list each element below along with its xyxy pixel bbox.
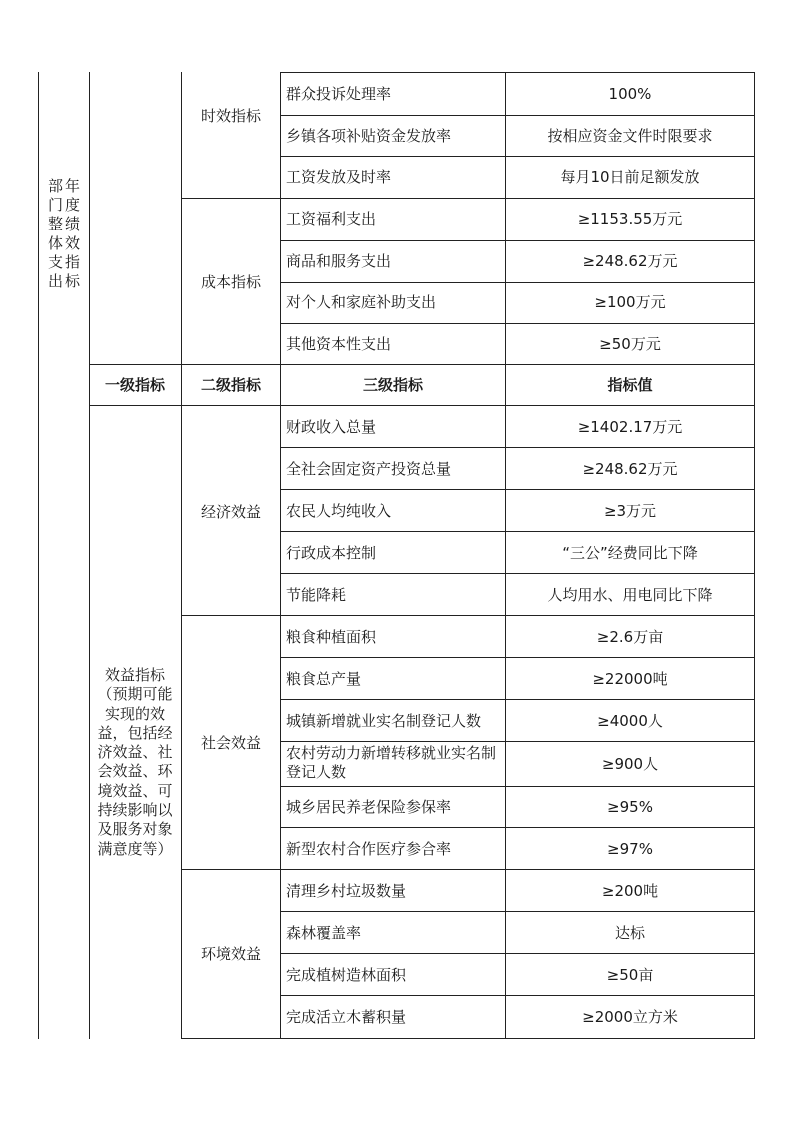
- table-divider-col4: [505, 72, 506, 1039]
- annual-performance-indicator-label: 年度绩效指标: [64, 177, 80, 290]
- indicator-value: ≥4000人: [597, 712, 663, 730]
- section-divider: [89, 364, 755, 365]
- indicator-value: 达标: [614, 924, 646, 942]
- row-divider: [280, 953, 755, 954]
- indicator-value: ≥3万元: [603, 502, 657, 520]
- row-divider: [280, 156, 755, 157]
- row-divider: [280, 489, 755, 490]
- row-divider: [280, 115, 755, 116]
- indicator-name: 对个人和家庭补助支出: [286, 293, 437, 311]
- row-divider: [280, 573, 755, 574]
- row-divider: [280, 282, 755, 283]
- indicator-name: 农村劳动力新增转移就业实名制登记人数: [286, 744, 497, 781]
- indicator-value: ≥50亩: [606, 966, 654, 984]
- indicator-value: “三公”经费同比下降: [562, 544, 698, 562]
- indicator-name: 粮食总产量: [286, 670, 362, 688]
- indicator-value: ≥97%: [607, 840, 653, 858]
- indicator-value: ≥248.62万元: [582, 252, 678, 270]
- header-divider: [89, 405, 755, 406]
- indicator-name: 工资发放及时率: [286, 168, 392, 186]
- indicator-name: 城镇新增就业实名制登记人数: [286, 712, 482, 730]
- environmental-benefit-label: 环境效益: [200, 945, 262, 963]
- indicator-value: ≥2.6万亩: [596, 628, 664, 646]
- row-divider: [280, 531, 755, 532]
- dept-overall-expenditure-label: 部门整体支出: [47, 177, 63, 290]
- group-divider: [181, 869, 755, 870]
- indicator-name: 粮食种植面积: [286, 628, 377, 646]
- indicator-name: 行政成本控制: [286, 544, 377, 562]
- indicator-value: 人均用水、用电同比下降: [547, 586, 713, 604]
- indicator-value: ≥248.62万元: [582, 460, 678, 478]
- row-divider: [280, 911, 755, 912]
- table-top-border: [280, 72, 755, 73]
- row-divider: [280, 240, 755, 241]
- group-divider: [181, 198, 755, 199]
- economic-benefit-label: 经济效益: [200, 503, 262, 521]
- row-divider: [280, 995, 755, 996]
- row-divider: [280, 827, 755, 828]
- header-value: 指标值: [607, 376, 653, 394]
- table-divider-col2: [181, 72, 182, 1039]
- table-bottom-border: [181, 1038, 755, 1039]
- cost-indicator-label: 成本指标: [200, 273, 262, 291]
- indicator-value: ≥100万元: [594, 293, 666, 311]
- table-border-left: [38, 72, 39, 1039]
- indicator-value: 每月10日前足额发放: [560, 168, 700, 186]
- header-level2: 二级指标: [200, 376, 262, 394]
- row-divider: [280, 447, 755, 448]
- indicator-name: 商品和服务支出: [286, 252, 392, 270]
- header-level3: 三级指标: [362, 376, 424, 394]
- indicator-value: 按相应资金文件时限要求: [547, 127, 713, 145]
- indicator-value: ≥50万元: [599, 335, 661, 353]
- indicator-name: 新型农村合作医疗参合率: [286, 840, 452, 858]
- indicator-name: 全社会固定资产投资总量: [286, 460, 452, 478]
- indicator-value: ≥1402.17万元: [577, 418, 683, 436]
- indicator-name: 群众投诉处理率: [286, 85, 392, 103]
- indicator-name: 乡镇各项补贴资金发放率: [286, 127, 452, 145]
- indicator-name: 完成活立木蓄积量: [286, 1008, 407, 1026]
- header-level1: 一级指标: [104, 376, 166, 394]
- indicator-name: 工资福利支出: [286, 210, 377, 228]
- indicator-name: 城乡居民养老保险参保率: [286, 798, 452, 816]
- indicator-value: ≥1153.55万元: [577, 210, 683, 228]
- row-divider: [280, 699, 755, 700]
- benefit-indicator-label: 效益指标（预期可能实现的效益，包括经济效益、社会效益、环境效益、可持续影响以及服务对象满意度等）: [97, 666, 173, 858]
- indicator-name: 完成植树造林面积: [286, 966, 407, 984]
- row-divider: [280, 786, 755, 787]
- indicator-name: 森林覆盖率: [286, 924, 362, 942]
- indicator-name: 清理乡村垃圾数量: [286, 882, 407, 900]
- row-divider: [280, 741, 755, 742]
- indicator-name: 财政收入总量: [286, 418, 377, 436]
- indicator-name: 节能降耗: [286, 586, 347, 604]
- indicator-value: ≥95%: [607, 798, 653, 816]
- table-border-right: [754, 72, 755, 1039]
- row-divider: [280, 323, 755, 324]
- timeliness-indicator-label: 时效指标: [200, 107, 262, 125]
- table-divider-col3: [280, 72, 281, 1039]
- indicator-value: 100%: [608, 85, 652, 103]
- indicator-value: ≥900人: [601, 755, 659, 773]
- indicator-value: ≥2000立方米: [582, 1008, 678, 1026]
- group-divider: [181, 615, 755, 616]
- row-divider: [280, 657, 755, 658]
- indicator-name: 农民人均纯收入: [286, 502, 392, 520]
- indicator-value: ≥22000吨: [592, 670, 668, 688]
- indicator-name: 其他资本性支出: [286, 335, 392, 353]
- indicator-value: ≥200吨: [601, 882, 659, 900]
- social-benefit-label: 社会效益: [200, 734, 262, 752]
- table-divider-col1: [89, 72, 90, 1039]
